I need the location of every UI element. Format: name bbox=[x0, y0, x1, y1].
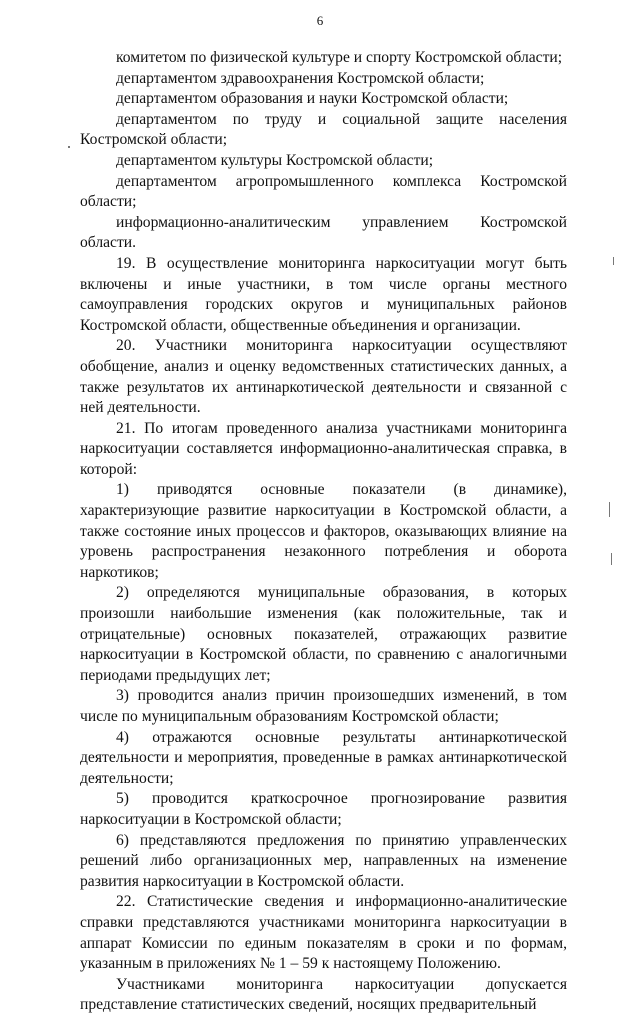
scan-mark-middle bbox=[609, 502, 610, 517]
paragraph-21-item-4: 4) отражаются основные результаты антинаркотической деятельности и мероприятия, проведенные в рамках антинаркотической деятельности; bbox=[80, 728, 567, 787]
scan-mark-upper bbox=[613, 257, 614, 265]
paragraph-21-item-3: 3) проводится анализ причин произошедших изменений, в том числе по муниципальным образованиям Костромской области; bbox=[80, 687, 567, 725]
paragraph-list-item-agro-department: департаментом агропромышленного комплекса Костромской области; bbox=[80, 172, 567, 211]
paragraph-list-item-sport-committee: комитетом по физической культуре и спорту Костромской области; bbox=[116, 49, 563, 66]
paragraph-list-item-culture-department: департаментом культуры Костромской области; bbox=[116, 151, 434, 169]
paragraph-21-item-1: 1) приводятся основные показатели (в динамике), характеризующие развитие наркоситуации в Костромской области, а также состояние иных процессов и факторов, оказывающих влияние на уровень распространения незаконного потребления и оборота наркотиков; bbox=[80, 481, 567, 581]
document-body bbox=[80, 48, 567, 1016]
paragraph-list-item-information-directorate: информационно-аналитическим управлением Костромской области. bbox=[80, 213, 567, 252]
scan-mark-lower bbox=[611, 553, 612, 565]
paragraph-21-item-5: 5) проводится краткосрочное прогнозирование развития наркоситуации в Костромской области; bbox=[80, 790, 567, 828]
paragraph-19: 19. В осуществление мониторинга наркоситуации могут быть включены и иные участники, в том числе органы местного самоуправления городских округов и муниципальных районов Костромской области, общественные объединения и организации. bbox=[80, 254, 567, 334]
paragraph-21: 21. По итогам проведенного анализа участниками мониторинга наркоситуации составляется информационно-аналитическая справка, в которой: bbox=[80, 419, 567, 478]
paragraph-20: 20. Участники мониторинга наркоситуации осуществляют обобщение, анализ и оценку ведомственных статистических данных, а также результатов их антинаркотической деятельности и связанной с ней деятельности. bbox=[80, 337, 567, 417]
paragraph-21-item-2: 2) определяются муниципальные образования, в которых произошли наибольшие изменения (как положительные, так и отрицательные) основных показателей, отражающих развитие наркоситуации в Костромской области, по сравнению с аналогичными периодами предыдущих лет; bbox=[80, 584, 567, 684]
paragraph-list-item-education-department: департаментом образования и науки Костромской области; bbox=[116, 90, 509, 108]
paragraph-22: 22. Статистические сведения и информационно-аналитические справки представляются участниками мониторинга наркоситуации в аппарат Комиссии по единым показателям в сроки и по формам, указанным в приложениях № 1 – 59 к настоящему Положению. bbox=[80, 893, 567, 973]
paragraph-list-item-labor-department: департаментом по труду и социальной защите населения Костромской области; bbox=[80, 110, 567, 149]
scan-mark-left-dot bbox=[68, 146, 70, 148]
paragraph-list-item-health-department: департаментом здравоохранения Костромской области; bbox=[116, 69, 485, 87]
paragraph-21-item-6: 6) представляются предложения по принятию управленческих решений либо организационных мер, направленных на изменение развития наркоситуации в Костромской области. bbox=[80, 831, 567, 890]
paragraph-22-continuation: Участниками мониторинга наркоситуации допускается представление статистических сведений, носящих предварительный bbox=[80, 975, 567, 1014]
page-number: 6 bbox=[316, 13, 324, 28]
